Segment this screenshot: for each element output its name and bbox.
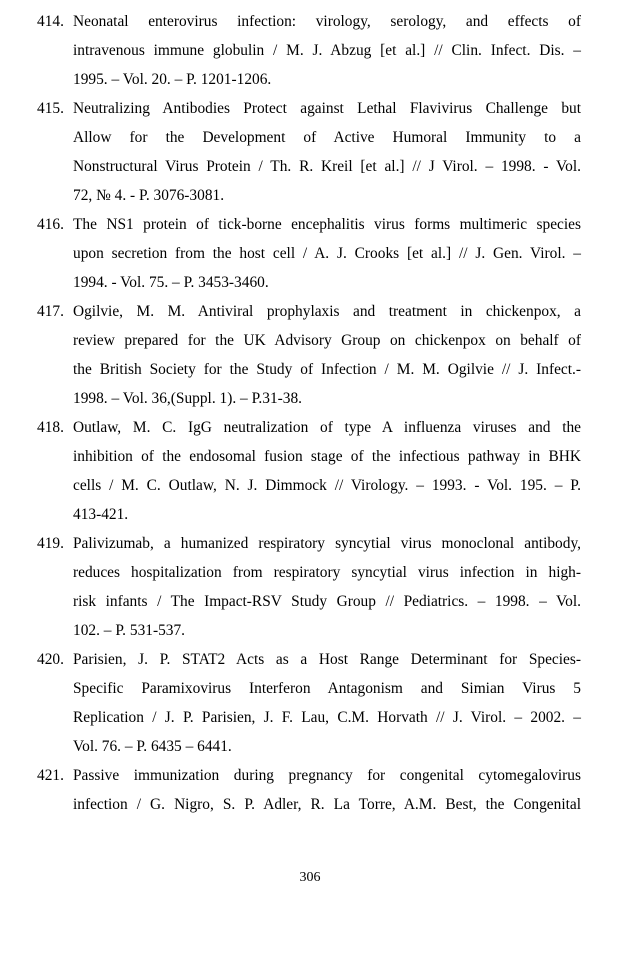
reference-number: 417.	[37, 303, 64, 320]
reference-line: infection / G. Nigro, S. P. Adler, R. La Torre, A.M. Best, the Congenital	[73, 796, 581, 813]
reference-line: cells / M. C. Outlaw, N. J. Dimmock // Virology. – 1993. - Vol. 195. – P.	[73, 477, 581, 494]
reference-line: intravenous immune globulin / M. J. Abzug [et al.] // Clin. Infect. Dis. –	[73, 42, 581, 59]
reference-line: Passive immunization during pregnancy for congenital cytomegalovirus	[73, 767, 581, 784]
reference-line: Parisien, J. P. STAT2 Acts as a Host Range Determinant for Species-	[73, 651, 581, 668]
reference-line: risk infants / The Impact-RSV Study Group // Pediatrics. – 1998. – Vol.	[73, 593, 581, 610]
reference-item-414	[0, 7, 620, 94]
reference-number: 421.	[37, 767, 64, 784]
reference-number: 414.	[37, 13, 64, 30]
reference-item-416	[0, 210, 620, 297]
reference-item-421	[0, 761, 620, 819]
reference-line: Vol. 76. – P. 6435 – 6441.	[73, 738, 232, 755]
reference-line: The NS1 protein of tick-borne encephalitis virus forms multimeric species	[73, 216, 581, 233]
reference-item-420	[0, 645, 620, 761]
reference-line: the British Society for the Study of Infection / M. M. Ogilvie // J. Infect.-	[73, 361, 581, 378]
reference-line: 1998. – Vol. 36,(Suppl. 1). – P.31-38.	[73, 390, 303, 407]
reference-line: 413-421.	[73, 506, 129, 523]
reference-number: 415.	[37, 100, 64, 117]
reference-line: Replication / J. P. Parisien, J. F. Lau, C.M. Horvath // J. Virol. – 2002. –	[73, 709, 581, 726]
reference-line: review prepared for the UK Advisory Group on chickenpox on behalf of	[73, 332, 581, 349]
reference-line: Specific Paramixovirus Interferon Antagonism and Simian Virus 5	[73, 680, 581, 697]
reference-list	[0, 7, 620, 819]
reference-line: 1995. – Vol. 20. – P. 1201-1206.	[73, 71, 272, 88]
reference-number: 420.	[37, 651, 64, 668]
reference-line: inhibition of the endosomal fusion stage of the infectious pathway in BHK	[73, 448, 581, 465]
reference-line: Neutralizing Antibodies Protect against Lethal Flavivirus Challenge but	[73, 100, 581, 117]
reference-line: Allow for the Development of Active Humoral Immunity to a	[73, 129, 581, 146]
reference-line: reduces hospitalization from respiratory syncytial virus infection in high-	[73, 564, 581, 581]
reference-line: Outlaw, M. C. IgG neutralization of type A influenza viruses and the	[73, 419, 581, 436]
reference-number: 416.	[37, 216, 64, 233]
reference-line: upon secretion from the host cell / A. J. Crooks [et al.] // J. Gen. Virol. –	[73, 245, 581, 262]
reference-line: Neonatal enterovirus infection: virology, serology, and effects of	[73, 13, 581, 30]
reference-line: 102. – P. 531-537.	[73, 622, 186, 639]
reference-number: 418.	[37, 419, 64, 436]
reference-line: 72, № 4. - P. 3076-3081.	[73, 187, 225, 204]
reference-item-419	[0, 529, 620, 645]
reference-line: 1994. - Vol. 75. – P. 3453-3460.	[73, 274, 269, 291]
reference-item-417	[0, 297, 620, 413]
page-number: 306	[299, 870, 321, 885]
reference-line: Nonstructural Virus Protein / Th. R. Kreil [et al.] // J Virol. – 1998. - Vol.	[73, 158, 581, 175]
reference-item-418	[0, 413, 620, 529]
reference-line: Ogilvie, M. M. Antiviral prophylaxis and treatment in chickenpox, a	[73, 303, 581, 320]
reference-line: Palivizumab, a humanized respiratory syncytial virus monoclonal antibody,	[73, 535, 581, 552]
reference-item-415	[0, 94, 620, 210]
reference-number: 419.	[37, 535, 64, 552]
